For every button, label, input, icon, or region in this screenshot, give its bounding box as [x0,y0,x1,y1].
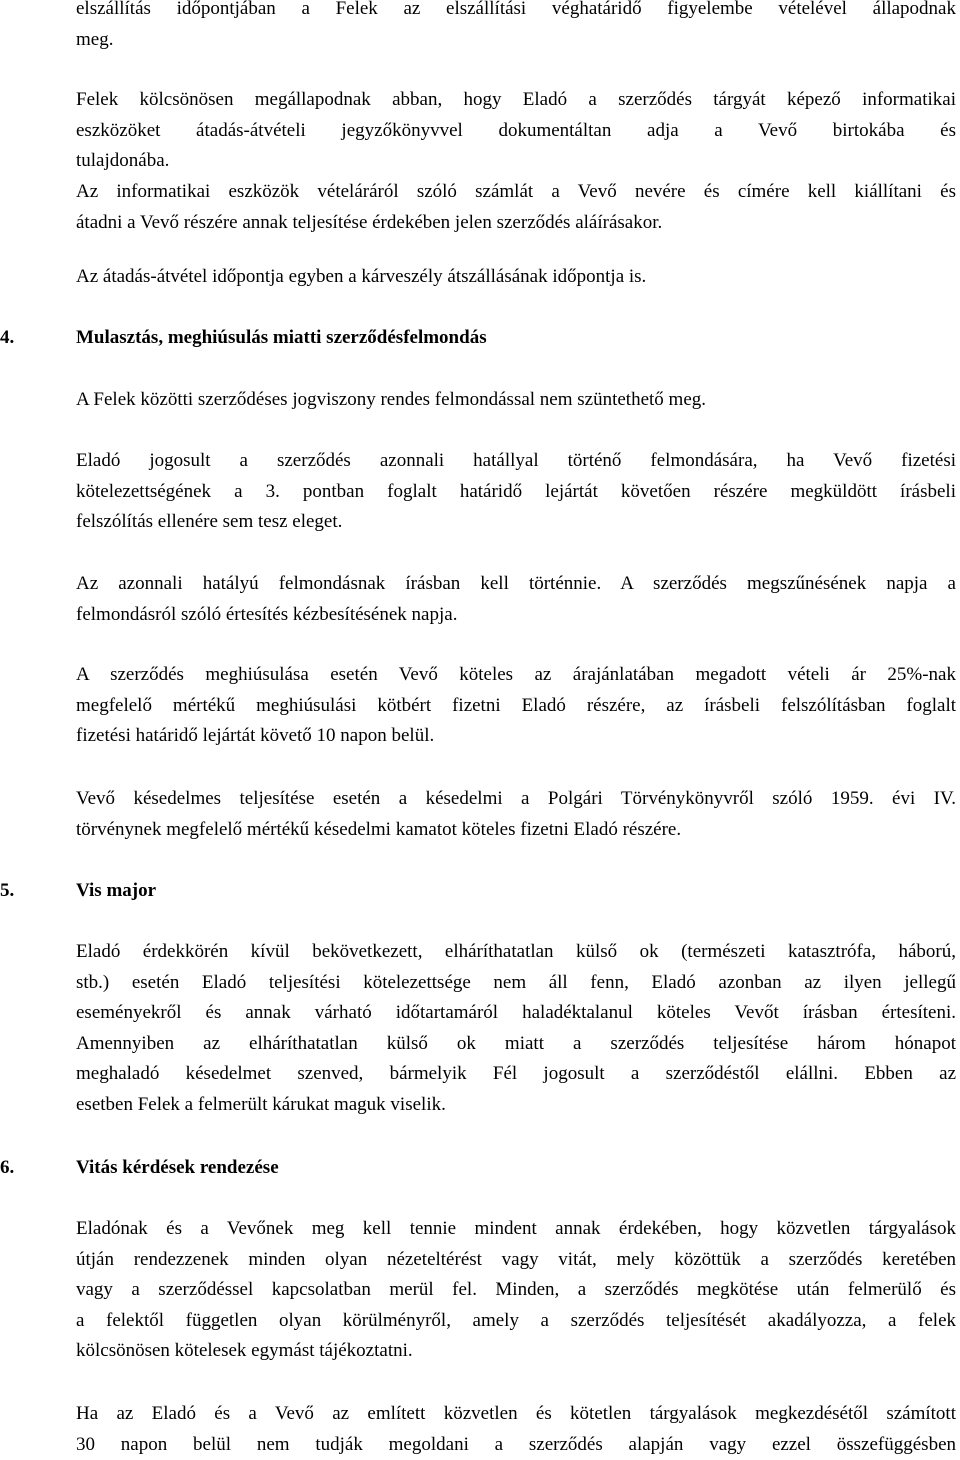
section-number: 4. [0,327,15,348]
text-line: fizetési határidő lejártát követő 10 napon belül. [76,725,435,747]
paragraph-force-majeure [76,937,956,1121]
text-line: felszólítás ellenére sem tesz eleget. [76,511,343,533]
text-line: felmondásról szóló értesítés kézbesítésének napja. [76,603,458,625]
text-line: kötelezettségének a 3. pontban foglalt határidő lejártát követően részére megküldött írásbeli [76,480,956,502]
text-line: Ha az Eladó és a Vevő az említett közvetlen és kötetlen tárgyalások megkezdésétől számított [76,1403,956,1424]
section-number: 5. [0,880,15,901]
text-line: megfelelő mértékű meghiúsulási kötbért fizetni Eladó részére, az írásbeli felszólításban foglalt [76,694,956,716]
text-line: A szerződés meghiúsulása esetén Vevő köteles az árajánlatában megadott vételi ár 25%-nak [76,664,956,685]
text-line: kölcsönösen kötelesek egymást tájékoztatni. [76,1340,413,1362]
text-line: Az informatikai eszközök vételáráról szóló számlát a Vevő nevére és címére kell kiállítani és [76,181,956,202]
text-line: törvénynek megfelelő mértékű késedelmi kamatot köteles fizetni Eladó részére. [76,818,682,840]
text-line: Felek kölcsönösen megállapodnak abban, hogy Eladó a szerződés tárgyát képező informatikai [76,89,956,110]
paragraph-late-interest [76,784,956,845]
text-line: Eladó jogosult a szerződés azonnali hatállyal történő felmondására, ha Vevő fizetési [76,450,956,471]
text-line: útján rendezzenek minden olyan nézeteltérést vagy vitát, mely közöttük a szerződés keretében [76,1248,956,1270]
paragraph-dispute-deadline [76,1399,956,1460]
text-line: esetben Felek a felmerült kárukat maguk viselik. [76,1093,446,1115]
text-line: Eladó érdekkörén kívül bekövetkezett, elháríthatatlan külső ok (természeti katasztrófa, háború, [76,941,956,962]
paragraph-immediate-termination [76,446,956,538]
text-line: A Felek közötti szerződéses jogviszony rendes felmondással nem szüntethető meg. [76,389,707,410]
text-line: elszállítás időpontjában a Felek az elszállítási véghatáridő figyelembe vételével állapodnak [76,0,956,19]
paragraph-dispute-negotiation [76,1214,956,1367]
text-line: tulajdonába. [76,150,170,172]
text-line: vagy a szerződéssel kapcsolatban merül fel. Minden, a szerződés megkötése után felmerülő és [76,1279,956,1301]
paragraph-written-termination [76,569,956,630]
paragraph-invoice [76,177,956,238]
text-line: meghaladó késedelmet szenved, bármelyik Fél jogosult a szerződéstől elállni. Ebben az [76,1063,956,1085]
text-line: stb.) esetén Eladó teljesítési kötelezettsége nem áll fenn, Eladó azonban az ilyen jellegű [76,971,956,993]
text-line: átadni a Vevő részére annak teljesítése érdekében jelen szerződés aláírásakor. [76,211,663,233]
section-title: Vitás kérdések rendezése [76,1157,279,1178]
paragraph-penalty [76,660,956,752]
text-line: eszközöket átadás-átvételi jegyzőkönyvvel dokumentáltan adja a Vevő birtokába és [76,119,956,141]
text-line: meg. [76,28,114,50]
text-line: 30 napon belül nem tudják megoldani a szerződés alapján vagy ezzel összefüggésben [76,1433,956,1455]
paragraph-handover-ownership [76,85,956,177]
text-line: Vevő késedelmes teljesítése esetén a késedelmi a Polgári Törvénykönyvről szóló 1959. évi IV. [76,788,956,809]
section-title: Mulasztás, meghiúsulás miatti szerződésfelmondás [76,327,487,348]
paragraph-delivery-time [76,0,956,55]
text-line: eseményekről és annak várható időtartamáról haladéktalanul köteles Vevőt írásban értesíteni. [76,1002,956,1024]
text-line: Az átadás-átvétel időpontja egyben a kárveszély átszállásának időpontja is. [76,266,647,287]
section-number: 6. [0,1157,15,1178]
paragraph-no-ordinary-termination [76,385,956,416]
text-line: Eladónak és a Vevőnek meg kell tennie mindent annak érdekében, hogy közvetlen tárgyalások [76,1218,956,1239]
paragraph-risk-transfer [76,262,956,293]
text-line: Az azonnali hatályú felmondásnak írásban kell történnie. A szerződés megszűnésének napja a [76,573,956,594]
text-line: Amennyiben az elháríthatatlan külső ok miatt a szerződés teljesítése három hónapot [76,1032,956,1054]
text-line: a felektől független olyan körülményről, amely a szerződés teljesítését akadályozza, a felek [76,1309,956,1331]
section-title: Vis major [76,880,157,901]
